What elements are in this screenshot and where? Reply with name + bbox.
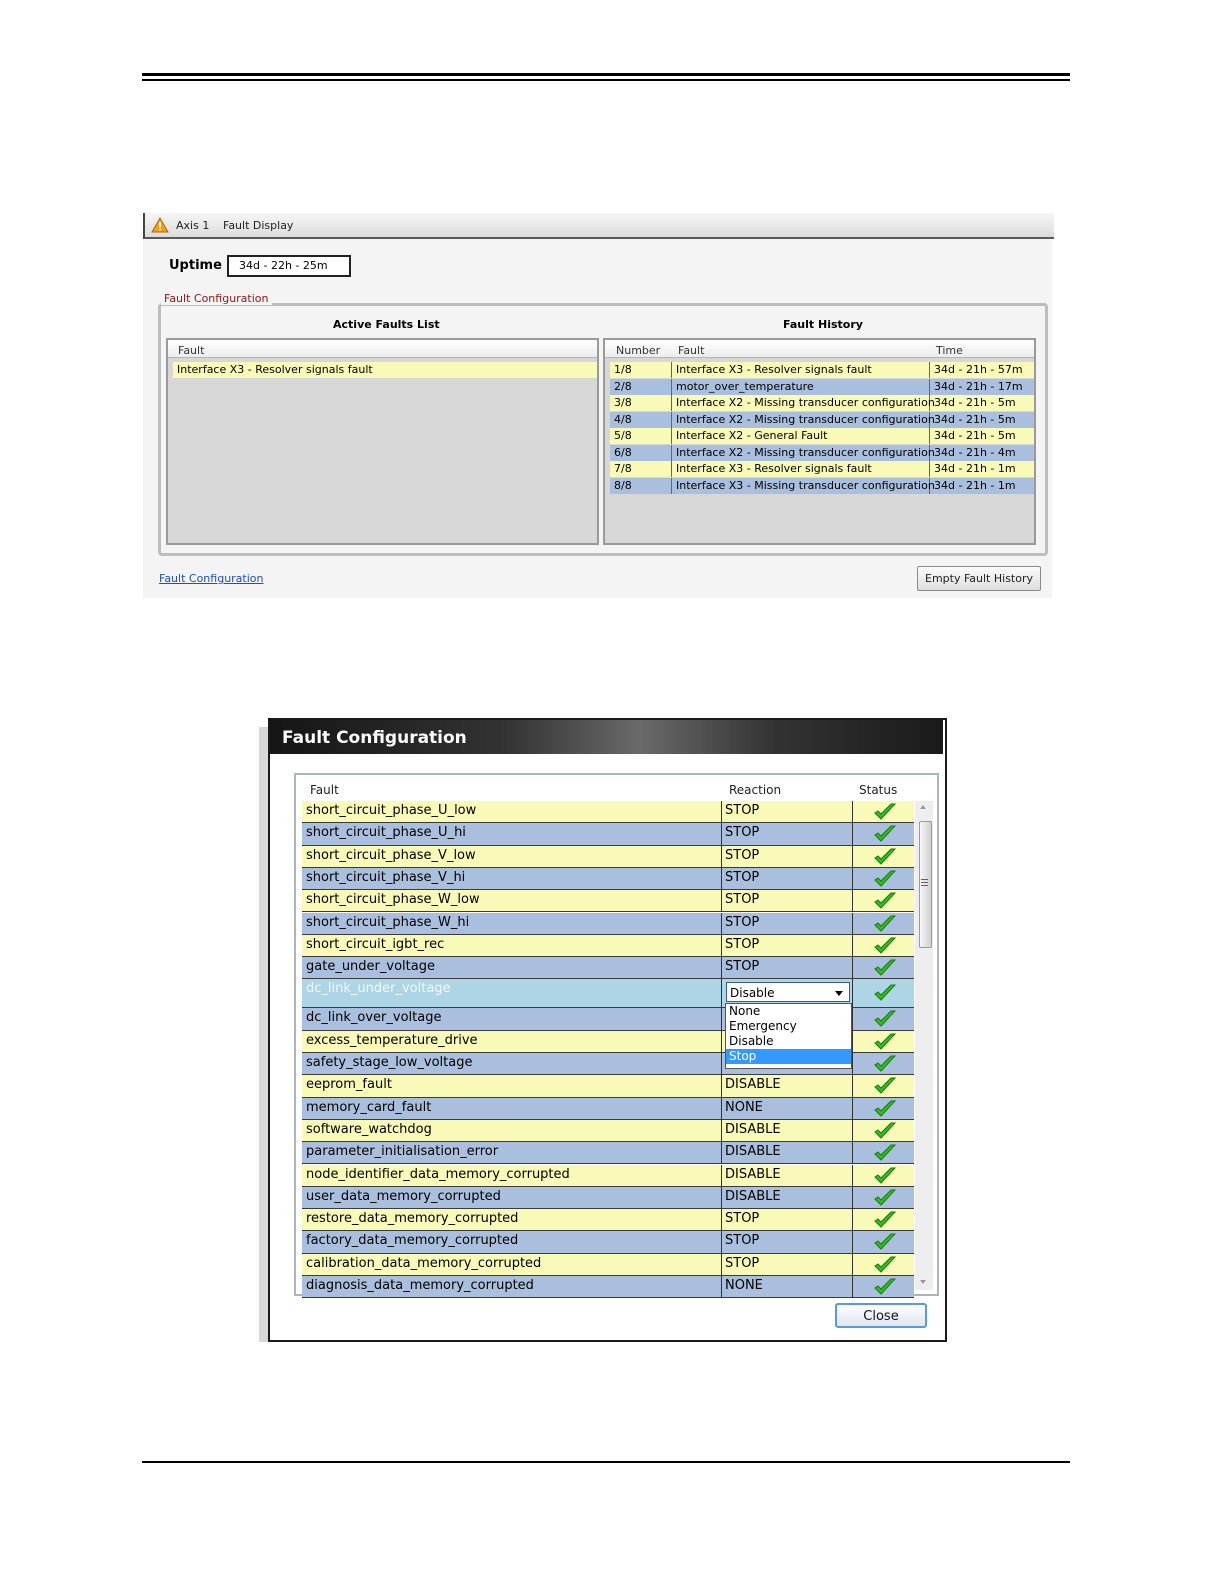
- fault-row[interactable]: [302, 1254, 914, 1276]
- history-row[interactable]: [610, 478, 1034, 494]
- status-cell: [854, 1231, 914, 1252]
- active-fault-text: Interface X3 - Resolver signals fault: [177, 363, 373, 376]
- fault-row[interactable]: [302, 935, 914, 957]
- column-status: Status: [859, 783, 898, 797]
- history-fault: Interface X3 - Missing transducer configuration: [672, 478, 930, 494]
- check-icon: [874, 1166, 896, 1185]
- fault-row[interactable]: [302, 846, 914, 868]
- fault-row[interactable]: [302, 801, 914, 823]
- reaction-value[interactable]: STOP: [723, 1209, 853, 1231]
- reaction-value[interactable]: DISABLE: [723, 1187, 853, 1209]
- history-number: 1/8: [610, 362, 672, 378]
- status-cell: [854, 1031, 914, 1052]
- uptime-label: Uptime: [169, 258, 222, 273]
- grid-header: [302, 779, 914, 802]
- history-number: 5/8: [610, 428, 672, 444]
- reaction-value[interactable]: DISABLE: [723, 1165, 853, 1187]
- check-icon: [874, 802, 896, 821]
- history-time: 34d - 21h - 1m: [934, 478, 1016, 492]
- fault-name: calibration_data_memory_corrupted: [302, 1254, 722, 1276]
- reaction-value[interactable]: STOP: [723, 868, 853, 890]
- column-fault: Fault: [310, 783, 339, 797]
- fault-name: restore_data_memory_corrupted: [302, 1209, 722, 1231]
- history-time: 34d - 21h - 5m: [934, 396, 1016, 409]
- reaction-value[interactable]: STOP: [723, 1231, 853, 1253]
- status-cell: [854, 823, 914, 844]
- fault-row[interactable]: [302, 1187, 914, 1209]
- fault-name: eeprom_fault: [302, 1075, 722, 1097]
- fault-display-titlebar: [143, 213, 1054, 239]
- dropdown-option[interactable]: Emergency: [729, 1019, 797, 1033]
- status-cell: [854, 1209, 914, 1230]
- check-icon: [874, 1054, 896, 1073]
- fault-name: short_circuit_phase_V_hi: [302, 868, 722, 890]
- history-fault: Interface X3 - Resolver signals fault: [672, 461, 930, 477]
- status-cell: [854, 1120, 914, 1141]
- history-number: 8/8: [610, 478, 672, 494]
- fault-row[interactable]: [302, 1098, 914, 1120]
- history-row[interactable]: [610, 362, 1034, 378]
- history-row[interactable]: [610, 428, 1034, 444]
- reaction-value[interactable]: STOP: [723, 823, 853, 845]
- history-fault: Interface X3 - Resolver signals fault: [672, 362, 930, 378]
- history-time: 34d - 21h - 4m: [934, 445, 1016, 459]
- status-cell: [854, 1142, 914, 1163]
- fault-row[interactable]: [302, 823, 914, 845]
- fault-name: software_watchdog: [302, 1120, 722, 1142]
- check-icon: [874, 1277, 896, 1296]
- fault-name: short_circuit_phase_V_low: [302, 846, 722, 868]
- status-cell: [854, 979, 914, 1000]
- active-faults-header: Active Faults List: [333, 318, 440, 331]
- fault-name: gate_under_voltage: [302, 957, 722, 979]
- list-item[interactable]: [173, 362, 597, 378]
- status-cell: [854, 1053, 914, 1074]
- status-cell: [854, 1276, 914, 1297]
- axis-label: Axis 1: [176, 219, 210, 232]
- fault-name: short_circuit_igbt_rec: [302, 935, 722, 957]
- fault-name: dc_link_under_voltage: [302, 979, 722, 1008]
- history-number: 6/8: [610, 445, 672, 461]
- check-icon: [874, 1232, 896, 1251]
- reaction-value[interactable]: STOP: [723, 1254, 853, 1276]
- active-faults-list[interactable]: [166, 338, 599, 545]
- fault-name: dc_link_over_voltage: [302, 1008, 722, 1030]
- fault-configuration-dialog-area: [259, 712, 952, 1357]
- fault-row[interactable]: [302, 1231, 914, 1253]
- history-row[interactable]: [610, 445, 1034, 461]
- reaction-value[interactable]: STOP: [723, 957, 853, 979]
- status-cell: [854, 913, 914, 934]
- column-reaction: Reaction: [729, 783, 782, 797]
- history-row[interactable]: [610, 379, 1034, 395]
- dropdown-option[interactable]: None: [729, 1004, 761, 1018]
- warning-icon: [151, 217, 169, 233]
- fault-name: factory_data_memory_corrupted: [302, 1231, 722, 1253]
- status-cell: [854, 846, 914, 867]
- history-time: 34d - 21h - 1m: [934, 462, 1016, 475]
- fault-row[interactable]: [302, 1209, 914, 1231]
- fault-name: short_circuit_phase_U_hi: [302, 823, 722, 845]
- status-cell: [854, 890, 914, 911]
- uptime-value: 34d - 22h - 25m: [227, 255, 351, 277]
- check-icon: [874, 891, 896, 910]
- status-cell: [854, 1165, 914, 1186]
- dialog-title: Fault Configuration: [282, 728, 467, 748]
- check-icon: [874, 1255, 896, 1274]
- column-fault: Fault: [178, 344, 205, 357]
- fault-name: parameter_initialisation_error: [302, 1142, 722, 1164]
- check-icon: [874, 824, 896, 843]
- history-time: 34d - 21h - 5m: [934, 429, 1016, 442]
- reaction-dropdown[interactable]: [726, 982, 850, 1002]
- reaction-value[interactable]: STOP: [723, 935, 853, 957]
- close-button[interactable]: Close: [835, 1303, 927, 1328]
- reaction-value[interactable]: DISABLE: [723, 1075, 853, 1097]
- check-icon: [874, 914, 896, 933]
- status-cell: [854, 935, 914, 956]
- history-number: 3/8: [610, 395, 672, 411]
- scroll-down-icon[interactable]: [920, 1280, 926, 1284]
- fault-name: short_circuit_phase_U_low: [302, 801, 722, 823]
- vertical-scrollbar[interactable]: [915, 801, 933, 1290]
- fault-configuration-dialog: [268, 718, 947, 1342]
- history-number: 2/8: [610, 379, 672, 395]
- fault-display-panel: [143, 213, 1052, 598]
- column-fault: Fault: [678, 344, 705, 357]
- fault-name: short_circuit_phase_W_low: [302, 890, 722, 912]
- fault-name: excess_temperature_drive: [302, 1031, 722, 1053]
- footer-rule: [142, 1461, 1070, 1463]
- dropdown-option[interactable]: Disable: [729, 1034, 774, 1048]
- check-icon: [874, 958, 896, 977]
- group-legend: Fault Configuration: [161, 292, 272, 305]
- fault-row[interactable]: [302, 957, 914, 979]
- scroll-grip-icon: [921, 879, 928, 880]
- history-row[interactable]: [610, 461, 1034, 477]
- fault-history-list[interactable]: [603, 338, 1036, 545]
- fault-name: user_data_memory_corrupted: [302, 1187, 722, 1209]
- fault-row[interactable]: [302, 913, 914, 935]
- fault-history-header: Fault History: [783, 318, 863, 331]
- chevron-down-icon[interactable]: [835, 991, 843, 996]
- fault-name: node_identifier_data_memory_corrupted: [302, 1165, 722, 1187]
- fault-configuration-link[interactable]: Fault Configuration: [159, 572, 264, 585]
- fault-row[interactable]: [302, 868, 914, 890]
- fault-name: diagnosis_data_memory_corrupted: [302, 1276, 722, 1298]
- history-fault: Interface X2 - Missing transducer configuration: [672, 445, 930, 461]
- reaction-value[interactable]: STOP: [723, 801, 853, 823]
- header-rule-thin: [142, 79, 1070, 81]
- check-icon: [874, 1121, 896, 1140]
- fault-row[interactable]: [302, 890, 914, 912]
- reaction-value[interactable]: STOP: [723, 846, 853, 868]
- history-row[interactable]: [610, 412, 1034, 428]
- status-cell: [854, 957, 914, 978]
- status-cell: [854, 801, 914, 822]
- history-fault: Interface X2 - General Fault: [672, 428, 930, 444]
- status-cell: [854, 1187, 914, 1208]
- history-fault: Interface X2 - Missing transducer configuration: [672, 395, 930, 411]
- check-icon: [874, 869, 896, 888]
- history-number: 4/8: [610, 412, 672, 428]
- fault-row[interactable]: [302, 1276, 914, 1298]
- dialog-titlebar: [270, 720, 943, 754]
- history-time: 34d - 21h - 17m: [934, 379, 1023, 393]
- fault-grid: [294, 773, 939, 1296]
- check-icon: [874, 1009, 896, 1028]
- header-rule: [142, 73, 1070, 76]
- history-time: 34d - 21h - 5m: [934, 412, 1016, 426]
- status-cell: [854, 1075, 914, 1096]
- fault-row[interactable]: [302, 1075, 914, 1097]
- column-time: Time: [936, 344, 963, 357]
- fault-row[interactable]: [302, 1165, 914, 1187]
- scroll-up-icon[interactable]: [920, 805, 926, 809]
- status-cell: [854, 868, 914, 889]
- dropdown-value: Disable: [730, 986, 775, 1001]
- reaction-value[interactable]: STOP: [723, 913, 853, 935]
- status-cell: [854, 1254, 914, 1275]
- fault-row[interactable]: [302, 1142, 914, 1164]
- check-icon: [874, 1188, 896, 1207]
- history-row[interactable]: [610, 395, 1034, 411]
- check-icon: [874, 1143, 896, 1162]
- history-fault: motor_over_temperature: [672, 379, 930, 395]
- history-number: 7/8: [610, 461, 672, 477]
- check-icon: [874, 1099, 896, 1118]
- scroll-thumb[interactable]: [919, 821, 932, 948]
- check-icon: [874, 847, 896, 866]
- fault-name: memory_card_fault: [302, 1098, 722, 1120]
- check-icon: [874, 1210, 896, 1229]
- reaction-value[interactable]: NONE: [723, 1276, 853, 1298]
- status-cell: [854, 1008, 914, 1029]
- history-column-header: [605, 340, 1034, 358]
- status-cell: [854, 1098, 914, 1119]
- active-faults-column-header: [168, 340, 597, 358]
- check-icon: [874, 936, 896, 955]
- reaction-value[interactable]: DISABLE: [723, 1120, 853, 1142]
- dropdown-option-selected[interactable]: Stop: [726, 1049, 851, 1064]
- empty-fault-history-button[interactable]: Empty Fault History: [917, 566, 1041, 591]
- column-number: Number: [616, 344, 661, 357]
- reaction-value[interactable]: DISABLE: [723, 1142, 853, 1164]
- reaction-value[interactable]: NONE: [723, 1098, 853, 1120]
- fault-name: safety_stage_low_voltage: [302, 1053, 722, 1075]
- check-icon: [874, 1076, 896, 1095]
- page-edge: [259, 1342, 952, 1357]
- reaction-value[interactable]: STOP: [723, 890, 853, 912]
- history-time: 34d - 21h - 57m: [934, 363, 1023, 376]
- reaction-dropdown-list[interactable]: [725, 1003, 852, 1069]
- check-icon: [874, 983, 896, 1002]
- history-fault: Interface X2 - Missing transducer configuration: [672, 412, 930, 428]
- fault-name: short_circuit_phase_W_hi: [302, 913, 722, 935]
- fault-row[interactable]: [302, 1120, 914, 1142]
- check-icon: [874, 1032, 896, 1051]
- fault-display-title: Fault Display: [223, 219, 294, 232]
